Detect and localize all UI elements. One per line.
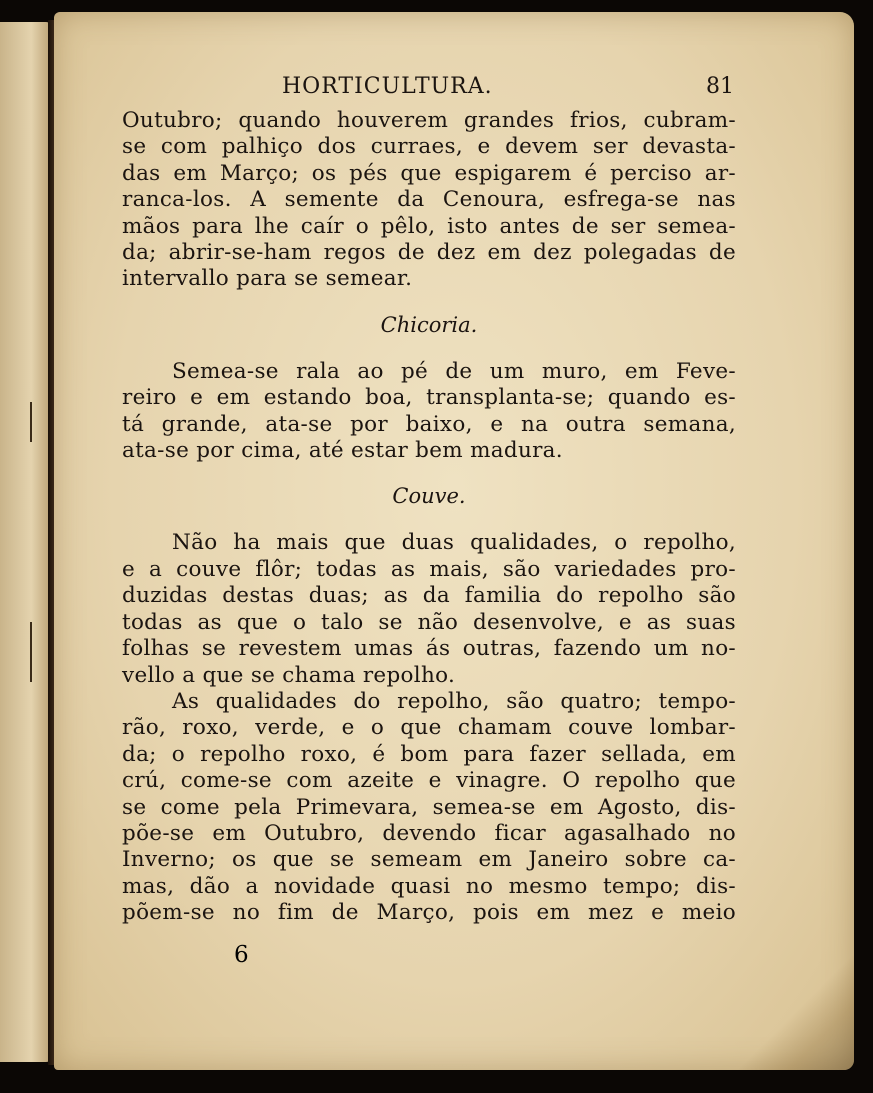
text-line: rão, roxo, verde, e o que chamam couve lombar- bbox=[122, 715, 736, 741]
text-line: folhas se revestem umas ás outras, fazendo um no- bbox=[122, 636, 736, 662]
margin-mark bbox=[30, 402, 32, 442]
text-line: vello a que se chama repolho. bbox=[122, 662, 456, 688]
text-line: mãos para lhe caír o pêlo, isto antes de ser semea- bbox=[122, 213, 736, 239]
paragraph-continued bbox=[122, 108, 736, 293]
page-corner-shading bbox=[734, 930, 854, 1070]
text-line: reiro e em estando boa, transplanta-se; quando es- bbox=[122, 385, 736, 411]
left-facing-page-edge bbox=[0, 22, 52, 1062]
text-line: todas as que o talo se não desenvolve, e as suas bbox=[122, 609, 736, 635]
running-title: HORTICULTURA. bbox=[282, 74, 493, 99]
text-line: põem-se no fim de Março, pois em mez e meio bbox=[122, 900, 736, 926]
text-line: Inverno; os que se semeam em Janeiro sobre ca- bbox=[122, 847, 736, 873]
text-line: Outubro; quando houverem grandes frios, cubram- bbox=[122, 108, 736, 133]
text-line: das em Março; os pés que espigarem é perciso ar- bbox=[122, 160, 736, 186]
text-line: Semea-se rala ao pé de um muro, em Feve- bbox=[172, 358, 736, 384]
book-page bbox=[54, 12, 854, 1070]
text-line: põe-se em Outubro, devendo ficar agasalhado no bbox=[122, 820, 736, 846]
paragraph-couve-1 bbox=[122, 530, 736, 688]
text-line: crú, come-se com azeite e vinagre. O repolho que bbox=[122, 768, 736, 794]
text-line: tá grande, ata-se por baixo, e na outra semana, bbox=[122, 411, 736, 437]
text-line: As qualidades do repolho, são quatro; tempo- bbox=[172, 688, 736, 714]
text-line: ranca-los. A semente da Cenoura, esfrega-se nas bbox=[122, 187, 736, 213]
paragraph-chicoria bbox=[122, 359, 736, 465]
page-number: 81 bbox=[706, 74, 734, 99]
paragraph-couve-2 bbox=[122, 689, 736, 927]
text-line: da; abrir-se-ham regos de dez em dez polegadas de bbox=[122, 240, 736, 266]
text-line: se come pela Primevara, semea-se em Agosto, dis- bbox=[122, 794, 736, 820]
section-heading-chicoria: Chicoria. bbox=[380, 312, 478, 337]
margin-mark bbox=[30, 622, 32, 682]
text-line: ata-se por cima, até estar bem madura. bbox=[122, 438, 563, 464]
text-line: da; o repolho roxo, é bom para fazer sellada, em bbox=[122, 741, 736, 767]
text-line: mas, dão a novidade quasi no mesmo tempo; dis- bbox=[122, 873, 736, 899]
section-heading-couve: Couve. bbox=[392, 484, 466, 509]
text-line: Não ha mais que duas qualidades, o repolho, bbox=[172, 530, 736, 556]
text-line: intervallo para se semear. bbox=[122, 266, 413, 292]
text-line: duzidas destas duas; as da familia do repolho são bbox=[122, 583, 736, 609]
running-head bbox=[122, 74, 736, 108]
page-content bbox=[122, 74, 736, 927]
text-line: e a couve flôr; todas as mais, são variedades pro- bbox=[122, 556, 736, 582]
text-line: se com palhiço dos curraes, e devem ser devasta- bbox=[122, 134, 736, 160]
printer-signature-mark: 6 bbox=[234, 942, 249, 968]
